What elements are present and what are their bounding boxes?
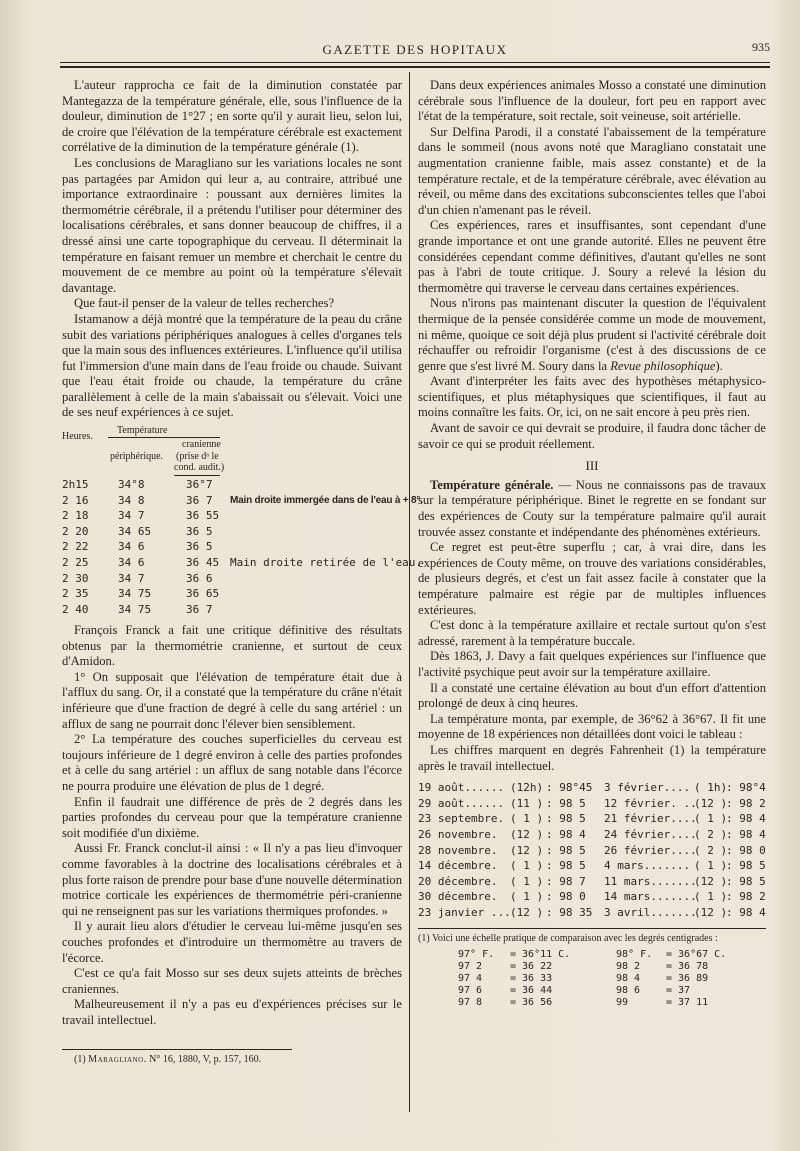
cell-value: : 98 7 <box>546 874 586 888</box>
table-row <box>418 796 766 812</box>
cell-value: : 98°4 <box>726 781 766 795</box>
header-cranial-sub1: (prise dᵃ le <box>176 451 219 463</box>
cell-fahrenheit: 98 4 <box>616 973 641 985</box>
section-heading: Température générale. <box>430 477 554 492</box>
paragraph: Dans deux expériences animales Mosso a constaté une diminution cérébrale sous l'influence de la douleur, fort peu en rapport avec l'état de la température, soit rectale, soit veineuse, soit artérielle. <box>418 78 766 124</box>
paragraph: 1° On supposait que l'élévation de température était due à l'afflux du sang. Or, il a constaté que la température du crâne n'était inférieure que d'une fraction de degré à celle du sang artériel : un afflux de sang ne pourrait donc l'élever bien sensiblement. <box>62 669 402 731</box>
cell-value: : 98 4 <box>546 827 586 841</box>
conversion-table <box>418 949 766 1009</box>
cell-hour: (12 ) <box>694 874 728 888</box>
cell-centigrade: = 36 89 <box>666 973 709 985</box>
cell-value: : 98 5 <box>726 859 766 873</box>
table-row <box>62 524 402 540</box>
cell-hour: (12 ) <box>694 905 728 919</box>
cell-cranial: 36 7 <box>186 602 213 616</box>
cell-hour: ( 1 ) <box>510 812 544 826</box>
paragraph: Avant de savoir ce qui devrait se produire, il faudra donc tâcher de savoir ce qui se produit réellement. <box>418 421 766 451</box>
cell-centigrade: = 36 78 <box>666 961 709 973</box>
table-row <box>418 961 766 973</box>
cell-date: 4 mars....... <box>604 859 691 873</box>
paragraph: L'auteur rapprocha ce fait de la diminution constatée par Mantegazza de la température générale, elle, sous l'influence de la douleur, diminution de 1°27 ; en sorte qu'il y aurait lieu, selon lui, de croire que l'élévation de la température cérébrale est exactement corrélative de la diminution de la température générale (1). <box>62 78 402 155</box>
table-row <box>62 571 402 587</box>
left-column <box>62 78 423 1066</box>
cell-peripheral: 34 6 <box>118 556 145 570</box>
paragraph: Aussi Fr. Franck conclut-il ainsi : « Il n'y a pas lieu d'invoquer comme favorables à la doctrine des localisations cérébrales et à plus forte raison de prendre pour base d'une nouvelle détermination motrice corticale les expériences de thermométrie péri-cranienne qui ne renseignent pas sur les variations thermiques profondes. » <box>62 841 402 918</box>
cell-cranial: 36°7 <box>186 478 213 492</box>
header-rule-bottom <box>60 66 770 68</box>
table-row <box>418 949 766 961</box>
cell-date: 26 novembre. <box>418 827 498 841</box>
cell-centigrade: = 36°67 C. <box>666 949 727 961</box>
cell-centigrade: = 36 44 <box>510 985 553 997</box>
header-rule-top <box>60 62 770 63</box>
cell-hour: 2 20 <box>62 524 89 538</box>
cell-hour: ( 1h) <box>694 781 728 795</box>
cell-value: : 98 2 <box>726 890 766 904</box>
cell-value: : 98 0 <box>726 843 766 857</box>
paragraph: Il a constaté une certaine élévation au bout d'un effort d'attention prolongé de deux à cinq heures. <box>418 680 766 711</box>
footnote <box>62 1054 402 1066</box>
cell-peripheral: 34 75 <box>118 602 152 616</box>
header-rule <box>108 437 220 438</box>
footnote-marker: (1) <box>74 1053 86 1065</box>
cell-hour: ( 2 ) <box>694 827 728 841</box>
cell-hour: (12h) <box>510 781 544 795</box>
section-text: — Nous ne connaissons pas de travaux sur la température périphérique. Binet le regrette en se fondant sur des expériences de Couty sur la température palmaire qu'il aurait trouvée assez constante et indépendante des phénomènes extérieurs. <box>418 477 766 539</box>
paragraph: François Franck a fait une critique définitive des résultats obtenus par la thermométrie cranienne, et surtout de ceux d'Amidon. <box>62 623 402 669</box>
cell-hour: ( 2 ) <box>694 843 728 857</box>
paragraph: Les conclusions de Maragliano sur les variations locales ne sont pas partagées par Amidon qui leur a, au contraire, attribué une importance extraordinaire : poussant aux dernières limites la thermométrie cérébrale, il a prétendu l'utiliser pour déterminer des localisations cérébrales, et sans donner beaucoup de chiffres, il a dressé ainsi une carte topographique du cerveau. Il déterminait la température en faisant remuer un membre et cherchait le centre du mouvement de ce membre au point où la température s'élevait davantage. <box>62 155 402 295</box>
cell-peripheral: 34 75 <box>118 587 152 601</box>
cell-value: : 98°45 <box>546 781 593 795</box>
cell-hour: 2 25 <box>62 556 89 570</box>
cell-hour: (12 ) <box>510 827 544 841</box>
table-row <box>62 539 402 555</box>
cell-cranial: 36 6 <box>186 571 213 585</box>
cell-peripheral: 34°8 <box>118 478 145 492</box>
journal-title: GAZETTE DES HOPITAUX <box>322 42 508 57</box>
cell-value: : 98 4 <box>726 827 766 841</box>
table-row <box>62 602 402 618</box>
header-temperature: Température <box>117 425 168 437</box>
cell-date: 20 décembre. <box>418 874 498 888</box>
cell-hour: (11 ) <box>510 796 544 810</box>
page-number: 935 <box>752 40 770 54</box>
cell-cranial: 36 5 <box>186 524 213 538</box>
header-rule-2 <box>174 475 220 476</box>
header-hours: Heures. <box>62 431 93 443</box>
cell-centigrade: = 36 56 <box>510 997 553 1009</box>
footnote-author: Maragliano. <box>88 1053 147 1065</box>
cell-value: : 98 4 <box>726 905 766 919</box>
cell-centigrade: = 36°11 C. <box>510 949 571 961</box>
right-column <box>418 78 766 1015</box>
cell-value: : 98 2 <box>726 796 766 810</box>
cell-fahrenheit: 98° F. <box>616 949 653 961</box>
cell-value: : 98 5 <box>546 812 586 826</box>
paragraph: Istamanow a déjà montré que la température de la peau du crâne subit des variations périphériques analogues à celles d'organes tels que la main sous des influences extérieures. L'influence qu'il utilisa fut l'immersion d'une main dans de l'eau froide ou chaude. Suivant que l'eau était froide ou chaude, la température du crâne parallèlement à celle de la main s'abaissait ou s'élevait. Voici une de ses neuf expériences à ce sujet. <box>62 311 402 420</box>
table-row <box>418 985 766 997</box>
cell-date: 23 janvier ... <box>418 905 511 919</box>
cell-note: Main droite immergée dans de l'eau à + 8°. <box>230 494 423 506</box>
fahrenheit-table <box>418 780 766 920</box>
paragraph: Ces expériences, rares et insuffisantes, sont cependant d'une grande importance et ont une grande autorité. Elles ne peuvent être considérées cependant comme définitives, d'autant qu'elles ne sont pas à l'abri de toute critique. J. Soury a relevé la lésion du thermomètre qui traverse le cerveau dans certaines expériences. <box>418 218 766 295</box>
cell-hour: ( 1 ) <box>694 890 728 904</box>
cell-cranial: 36 5 <box>186 540 213 554</box>
header-cranial: cranienne <box>182 439 221 451</box>
cell-centigrade: = 37 <box>666 985 691 997</box>
table-row <box>418 843 766 859</box>
section-paragraph <box>418 478 766 540</box>
table-row <box>62 555 423 571</box>
table-row <box>62 586 402 602</box>
journal-reference: Revue philosophique <box>610 358 716 373</box>
cell-peripheral: 34 8 <box>118 493 145 507</box>
cell-fahrenheit: 98 6 <box>616 985 641 997</box>
cell-fahrenheit: 97° F. <box>458 949 495 961</box>
paragraph-text: Nous n'irons pas maintenant discuter la question de l'équivalent thermique de la pensée considérée comme un mode de mouvement, ni même, quoique ce soit déjà plus prudent si l'activité cérébrale doit réchauffer ou refroidir l'organisme (c'est à des discussions de ce genre que s'est livré M. Soury dans la <box>418 296 766 373</box>
column-divider <box>409 72 410 1112</box>
paragraph: Les chiffres marquent en degrés Fahrenheit (1) la température après le travail intellectuel. <box>418 742 766 773</box>
cell-hour: 2 22 <box>62 540 89 554</box>
paragraph: C'est donc à la température axillaire et rectale surtout qu'on s'est adressé, rarement à la température buccale. <box>418 618 766 648</box>
paragraph: Que faut-il penser de la valeur de telles recherches? <box>74 296 335 311</box>
cell-value: : 98 5 <box>726 874 766 888</box>
section-number: III <box>585 458 599 474</box>
cell-centigrade: = 36 33 <box>510 973 553 985</box>
cell-value: : 98 5 <box>546 859 586 873</box>
paragraph <box>418 296 766 374</box>
cell-centigrade: = 36 22 <box>510 961 553 973</box>
cell-hour: 2h15 <box>62 478 89 492</box>
cell-date: 30 décembre. <box>418 890 498 904</box>
cell-date: 26 février.... <box>604 843 697 857</box>
cell-date: 3 février.... <box>604 781 691 795</box>
cell-peripheral: 34 6 <box>118 540 145 554</box>
cell-centigrade: = 37 11 <box>666 997 709 1009</box>
table-row <box>418 858 766 874</box>
cell-hour: 2 40 <box>62 602 89 616</box>
cell-date: 19 août...... <box>418 781 505 795</box>
cell-date: 14 décembre. <box>418 859 498 873</box>
cell-hour: 2 16 <box>62 493 89 507</box>
paragraph: Malheureusement il n'y a pas eu d'expériences précises sur le travail intellectuel. <box>62 997 402 1027</box>
cell-peripheral: 34 65 <box>118 524 152 538</box>
table-row <box>418 811 766 827</box>
cell-cranial: 36 65 <box>186 587 220 601</box>
paragraph: Il y aurait lieu alors d'étudier le cerveau lui-même jusqu'en ses couches profondes et d'introduire un thermomètre au travers de l'écorce. <box>62 919 402 965</box>
footnote-text: N° 16, 1880, V, p. 157, 160. <box>149 1053 262 1065</box>
cell-hour: ( 1 ) <box>510 859 544 873</box>
cell-hour: 2 30 <box>62 571 89 585</box>
table-row <box>418 997 766 1009</box>
cell-cranial: 36 55 <box>186 509 220 523</box>
temperature-table <box>62 425 423 617</box>
paragraph: La température monta, par exemple, de 36°62 à 36°67. Il fit une moyenne de 18 expériences non détaillées dont voici le tableau : <box>418 711 766 742</box>
table-row <box>418 905 766 921</box>
cell-hour: ( 1 ) <box>510 874 544 888</box>
cell-note: Main droite retirée de l'eau. <box>230 556 423 570</box>
cell-value: : 98 35 <box>546 905 593 919</box>
cell-date: 14 mars....... <box>604 890 697 904</box>
cell-fahrenheit: 99 <box>616 997 629 1009</box>
header-peripheral: périphérique. <box>110 451 164 463</box>
paragraph: Avant d'interpréter les faits avec des hypothèses métaphysico-scientifiques, et plus métaphysiques que scientifiques, il faut au moins connaître les faits. Or, ici, on ne sait encore à peu près rien. <box>418 374 766 420</box>
cell-hour: (12 ) <box>694 796 728 810</box>
footnote-rule <box>418 928 766 929</box>
cell-fahrenheit: 97 2 <box>458 961 483 973</box>
cell-value: : 98 0 <box>546 890 586 904</box>
page-header <box>60 40 770 60</box>
table-body <box>62 477 423 617</box>
table-row <box>418 874 766 890</box>
cell-cranial: 36 7 <box>186 493 213 507</box>
cell-cranial: 36 45 <box>186 556 220 570</box>
header-cranial-sub2: cond. audit.) <box>174 462 225 474</box>
cell-date: 3 avril....... <box>604 905 697 919</box>
cell-hour: 2 18 <box>62 509 89 523</box>
table-row <box>418 973 766 985</box>
cell-hour: (12 ) <box>510 843 544 857</box>
cell-hour: ( 1 ) <box>694 859 728 873</box>
cell-fahrenheit: 98 2 <box>616 961 641 973</box>
table-row <box>62 508 402 524</box>
cell-hour: ( 1 ) <box>510 890 544 904</box>
table-row <box>62 493 423 509</box>
cell-fahrenheit: 97 8 <box>458 997 483 1009</box>
cell-hour: (12 ) <box>510 905 544 919</box>
paragraph: 2° La température des couches superficielles du cerveau est toujours inférieure de 1 degré environ à celle des parties profondes et à celle du sang artériel : un afflux de sang notable dans l'écorce ne pourra produire une élévation de plus de 1 degré. <box>62 732 402 793</box>
cell-date: 11 mars....... <box>604 874 697 888</box>
footnote: (1) Voici une échelle pratique de comparaison avec les degrés centigrades : <box>418 933 718 945</box>
cell-peripheral: 34 7 <box>118 509 145 523</box>
cell-value: : 98 4 <box>726 812 766 826</box>
table-header <box>62 425 402 477</box>
cell-date: 12 février. .. <box>604 796 697 810</box>
paragraph: Sur Delfina Parodi, il a constaté l'abaissement de la température dans le sommeil (nous avons noté que Maragliano constatait une augmentation cranienne faible, mais assez constante) et de la température rectale, et de la température cérébrale, avec élévation au réveil, ou même dans des excitations subconscientes telles que l'aboi d'un chien n'amenant pas le réveil. <box>418 124 766 217</box>
table-row <box>418 889 766 905</box>
cell-date: 23 septembre. <box>418 812 505 826</box>
paragraph-text-end: ). <box>715 358 723 373</box>
table-row <box>418 780 766 796</box>
table-row <box>418 827 766 843</box>
cell-date: 28 novembre. <box>418 843 498 857</box>
paragraph: Dès 1863, J. Davy a fait quelques expériences sur l'influence que l'activité psychique peut avoir sur la température axillaire. <box>418 649 766 679</box>
cell-hour: 2 35 <box>62 587 89 601</box>
cell-value: : 98 5 <box>546 843 586 857</box>
cell-date: 24 février.... <box>604 827 697 841</box>
paragraph: C'est ce qu'a fait Mosso sur ses deux sujets atteints de brèches craniennes. <box>62 966 402 996</box>
cell-date: 21 février.... <box>604 812 697 826</box>
footnote-rule <box>62 1049 292 1050</box>
cell-value: : 98 5 <box>546 796 586 810</box>
table-row <box>62 477 402 493</box>
cell-hour: ( 1 ) <box>694 812 728 826</box>
paragraph: Ce regret est peut-être superflu ; car, à vrai dire, dans les expériences de Couty même, on trouve des variations considérables, de plusieurs degrés, et c'est un fait assez facile à constater que la température palmaire est régie par de multiples influences extérieures. <box>418 540 766 617</box>
cell-peripheral: 34 7 <box>118 571 145 585</box>
cell-fahrenheit: 97 4 <box>458 973 483 985</box>
paragraph: Enfin il faudrait une différence de près de 2 degrés dans les parties profondes du cerveau pour que la température cranienne soit modifiée d'un dixième. <box>62 794 402 840</box>
cell-date: 29 août...... <box>418 796 505 810</box>
cell-fahrenheit: 97 6 <box>458 985 483 997</box>
